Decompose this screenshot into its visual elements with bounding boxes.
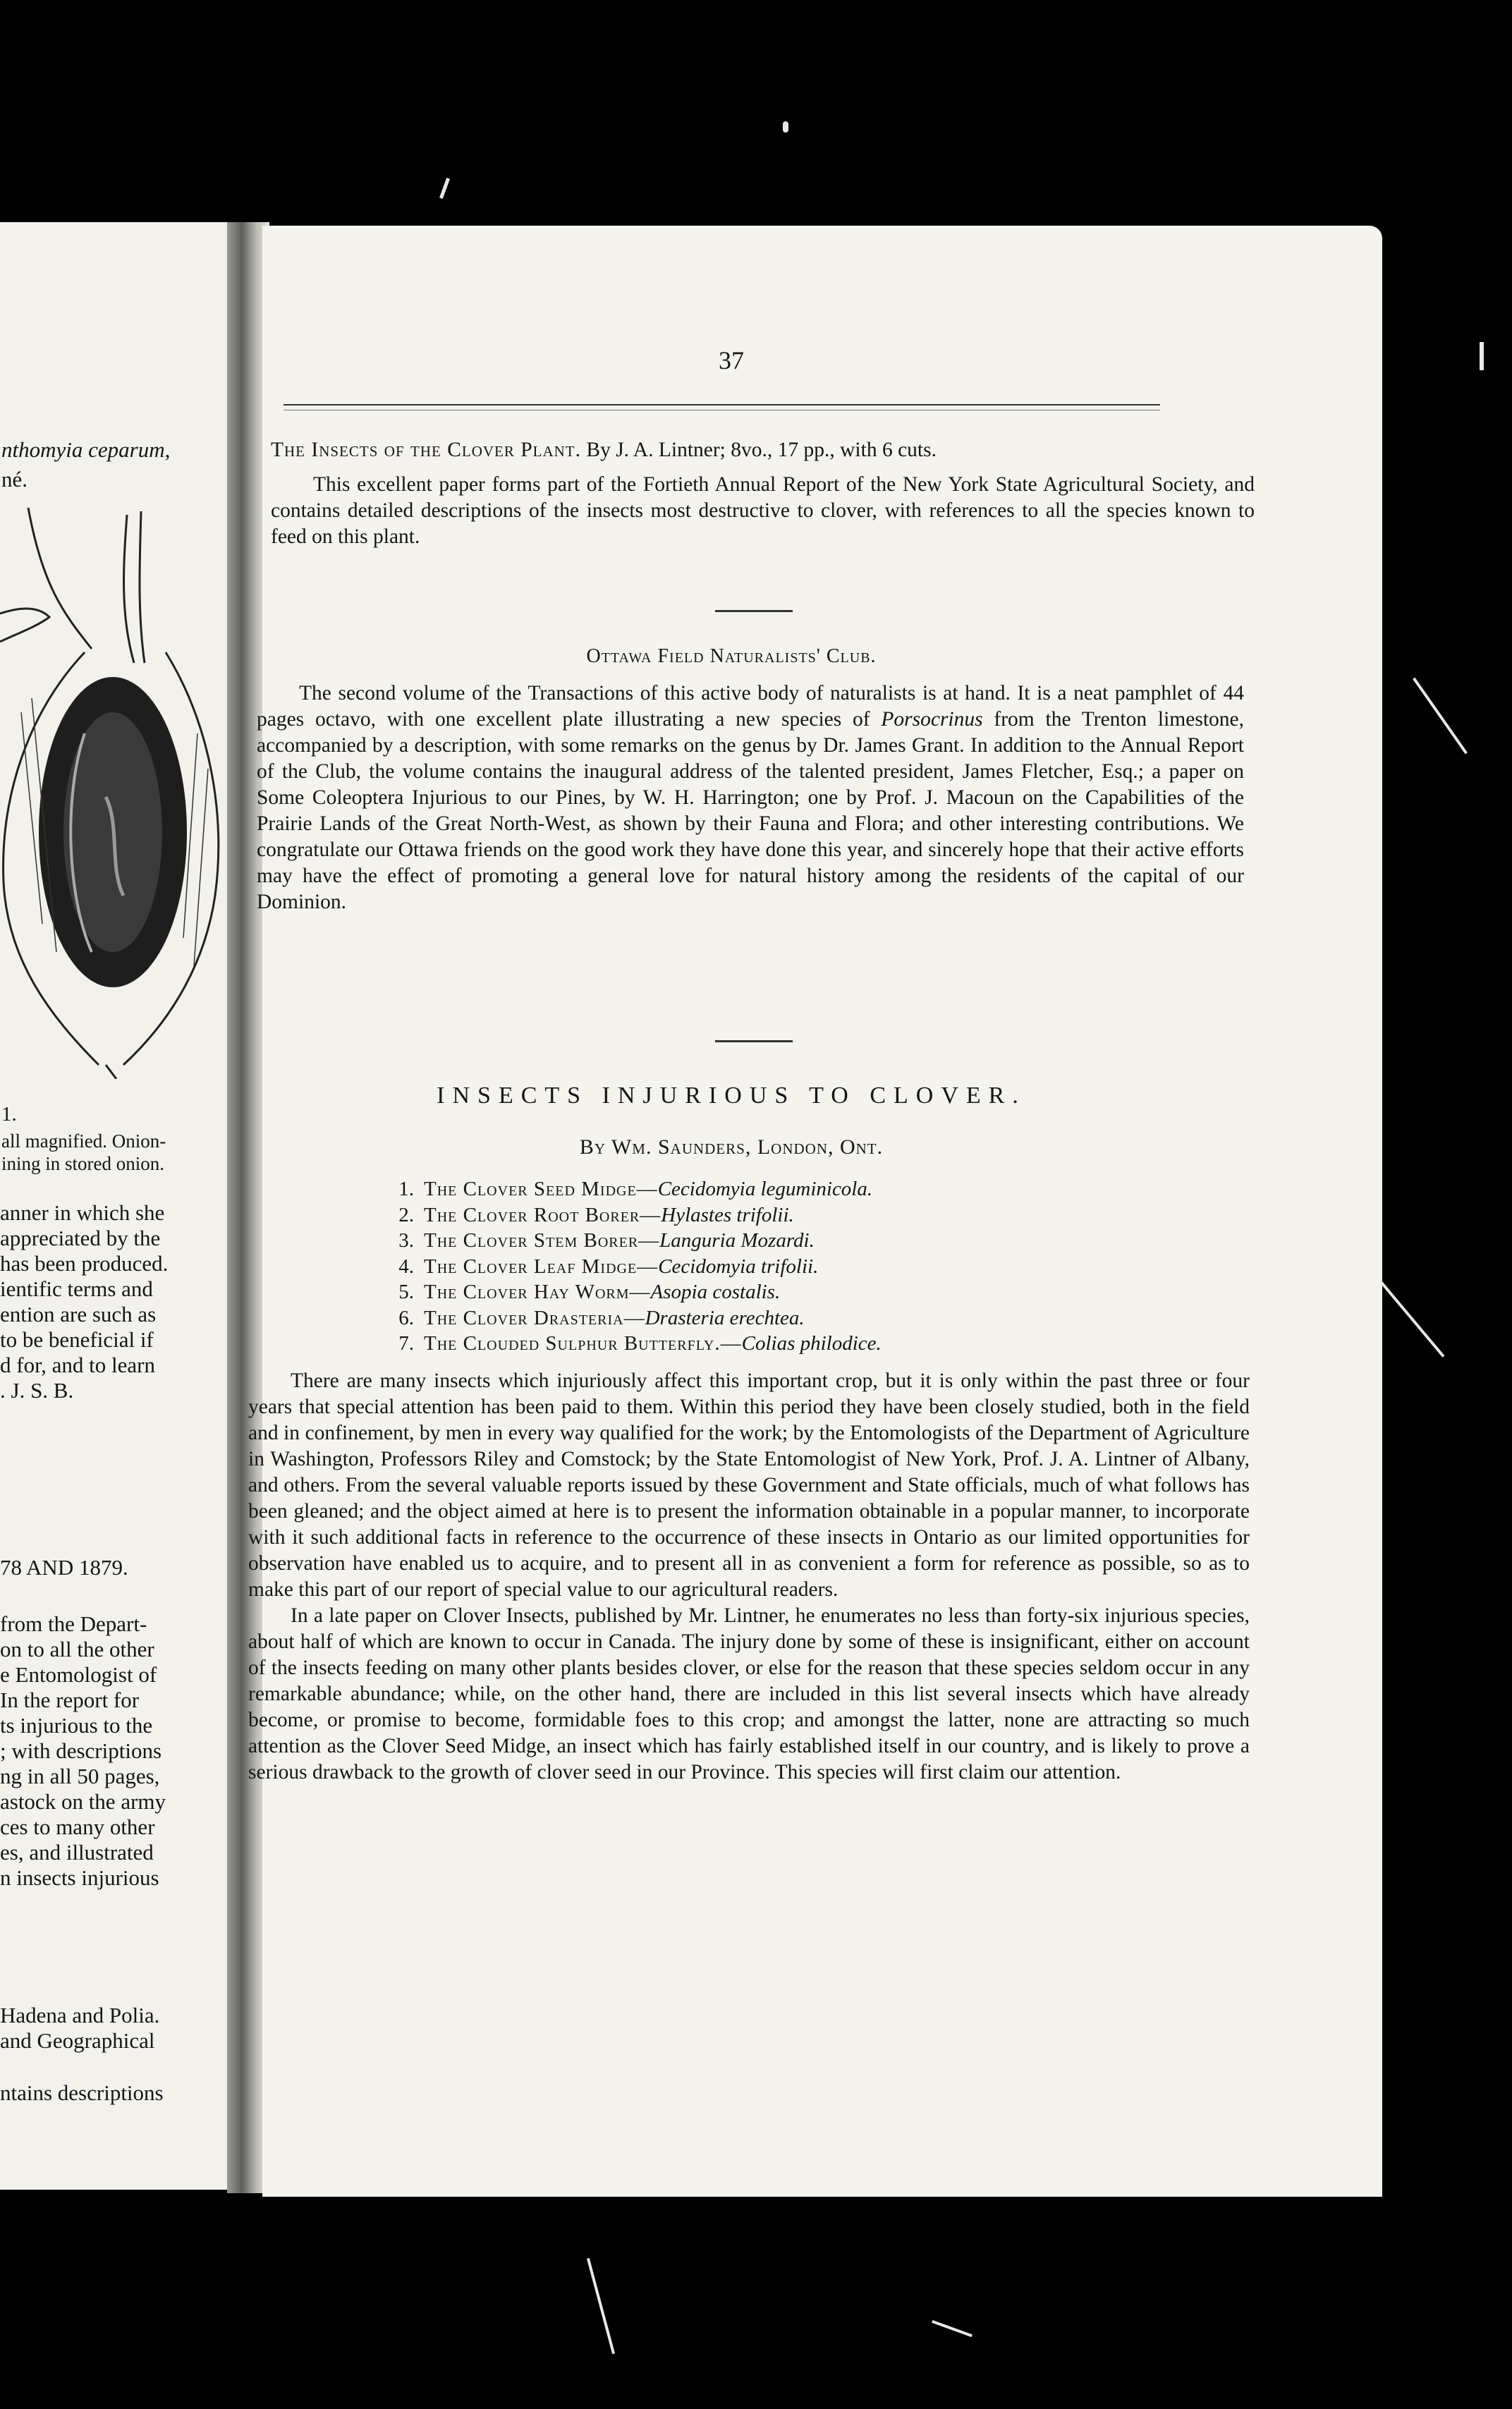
lp-line: on to all the other xyxy=(0,1637,154,1661)
list-item: 5. The Clover Hay Worm—Asopia costalis. xyxy=(398,1281,781,1303)
article-title: INSECTS INJURIOUS TO CLOVER. xyxy=(437,1082,1026,1109)
lp-line: ces to many other xyxy=(0,1815,155,1839)
lp-line: ts injurious to the xyxy=(0,1713,153,1738)
right-page xyxy=(248,226,1382,2197)
lp-line: d for, and to learn xyxy=(0,1353,155,1377)
lp-line: anner in which she xyxy=(0,1200,165,1225)
scan-speck xyxy=(1413,678,1468,755)
article-paragraph-1: There are many insects which injuriously affect this important crop, but it is only within the past three or four years that special attention has been paid to them. Within this period they have been closely studied, both in the field and in confinement, by men in every way qualified for the work; by the Entomologists of the Department of Agriculture in Washington, Professors Riley and Comstock; by the State Entomologist of New York, Prof. J. A. Lintner of Albany, and others. From the several valuable reports issued by these Government and State officials, much of what follows has been gleaned; and the object aimed at here is to present the information obtainable in a popular manner, to incorporate with it such additional facts in reference to the occurrence of these insects in Ontario as our limited opportunities for observation have enabled us to acquire, and to present all in as convenient a form for reference as possible, so as to make this part of our report of special value to our agricultural readers. xyxy=(248,1370,1250,1601)
lp-line: astock on the army xyxy=(0,1789,166,1814)
list-item: 7. The Clouded Sulphur Butterfly.—Colias philodice. xyxy=(398,1332,882,1355)
section-rule xyxy=(715,610,793,612)
lp-line: from the Depart- xyxy=(0,1611,147,1636)
lp-line: 1. xyxy=(1,1103,17,1126)
scan-speck xyxy=(932,2320,973,2337)
header-rule xyxy=(284,404,1160,410)
list-item: 6. The Clover Drasteria—Drasteria erechtea. xyxy=(398,1306,805,1329)
review-clover-insects xyxy=(271,437,1255,550)
article-paragraph-2: In a late paper on Clover Insects, published by Mr. Lintner, he enumerates no less than forty-six injurious species, about half of which are known to occur in Canada. The injury done by some of these is insignificant, either on account of the insects feeding on many other plants besides clover, or else for the reason that these species seldom occur in any remarkable abundance; while, on the other hand, there are included in this list several insects which have already become, or promise to become, formidable foes to this crop; and amongst the latter, none are attracting so much attention as the Clover Seed Midge, an insect which has fairly established itself in our country, and is likely to prove a serious drawback to the growth of clover seed in our Province. This species will first claim our attention. xyxy=(248,1604,1250,1783)
lp-line: n insects injurious xyxy=(0,1865,159,1890)
lp-line: to be beneficial if xyxy=(0,1327,154,1352)
lp-line: ntains descriptions xyxy=(0,2080,164,2105)
lp-line: ; with descriptions xyxy=(0,1738,162,1763)
club-heading: Ottawa Field Naturalists' Club. xyxy=(586,645,877,667)
lp-line: all magnified. Onion- xyxy=(1,1130,166,1152)
scan-speck xyxy=(587,2258,615,2354)
lp-line: ng in all 50 pages, xyxy=(0,1764,160,1788)
insect-list xyxy=(386,1176,882,1357)
lp-line: es, and illustrated xyxy=(0,1840,154,1865)
list-item: 3. The Clover Stem Borer—Languria Mozardi. xyxy=(398,1229,815,1252)
club-review xyxy=(257,681,1244,915)
page-number: 37 xyxy=(719,346,744,374)
article-body xyxy=(248,1368,1250,1786)
lp-line: and Geographical xyxy=(0,2028,155,2053)
lp-line: has been produced. xyxy=(0,1251,169,1276)
lp-line: In the report for xyxy=(0,1688,140,1712)
section-rule xyxy=(715,1040,793,1042)
lp-line: e Entomologist of xyxy=(0,1662,157,1687)
list-item: 4. The Clover Leaf Midge—Cecidomyia trifolii. xyxy=(398,1255,819,1278)
list-item: 2. The Clover Root Borer—Hylastes trifolii. xyxy=(398,1203,794,1226)
lp-line: . J. S. B. xyxy=(0,1378,74,1403)
scan-speck xyxy=(1379,1280,1444,1358)
lp-line: ientific terms and xyxy=(0,1276,153,1301)
list-item: 1. The Clover Seed Midge—Cecidomyia leguminicola. xyxy=(398,1178,873,1200)
club-review-body xyxy=(257,681,1244,915)
lp-line: ention are such as xyxy=(0,1302,157,1327)
lp-line: appreciated by the xyxy=(0,1226,161,1250)
scan-speck xyxy=(1480,342,1484,370)
article-byline: By Wm. Saunders, London, Ont. xyxy=(579,1135,884,1159)
scan-speck xyxy=(439,178,450,199)
review-citation: By J. A. Lintner; 8vo., 17 pp., with 6 cuts. xyxy=(581,439,937,461)
scan-speck xyxy=(783,121,788,133)
review-title: The Insects of the Clover Plant. xyxy=(271,439,582,461)
genus-name: Porsocrinus xyxy=(881,708,983,731)
lp-line: ining in stored onion. xyxy=(1,1153,164,1174)
lp-line: né. xyxy=(1,467,28,492)
review-body: This excellent paper forms part of the Fortieth Annual Report of the New York State Agricultural Society, and contains detailed descriptions of the insects most destructive to clover, with references to all the species known to feed on this plant. xyxy=(271,473,1255,548)
lp-heading: 78 AND 1879. xyxy=(0,1555,128,1580)
lp-line: Hadena and Polia. xyxy=(0,2003,160,2027)
review-heading xyxy=(271,437,1255,463)
lp-line: nthomyia ceparum, xyxy=(1,437,171,462)
onion-illustration xyxy=(0,501,233,1079)
left-page-fragment xyxy=(0,222,240,2190)
club-heading-wrap xyxy=(262,645,1200,668)
club-body-part: from the Trenton limestone, accompanied by a description, with some remarks on the genus by Dr. James Grant. In addition to the Annual Report of the Club, the volume contains the inaugural address of the talented president, James Fletcher, Esq.; a paper on Some Coleoptera Injurious to our Pines, by W. H. Harrington; one by Prof. J. Macoun on the Capabilities of the Prairie Lands of the Great North-West, as shown by their Fauna and Flora; and other interesting contributions. We congratulate our Ottawa friends on the good work they have done this year, and sincerely hope that their active efforts may have the effect of promoting a general love for natural history among the residents of the capital of our Dominion. xyxy=(257,708,1244,913)
club-body-part: The second volume of the Transactions of this active body of naturalists is at hand. It is a neat pamphlet of 44 pages octavo, with one excellent plate illustrating a new species of xyxy=(257,682,1244,731)
